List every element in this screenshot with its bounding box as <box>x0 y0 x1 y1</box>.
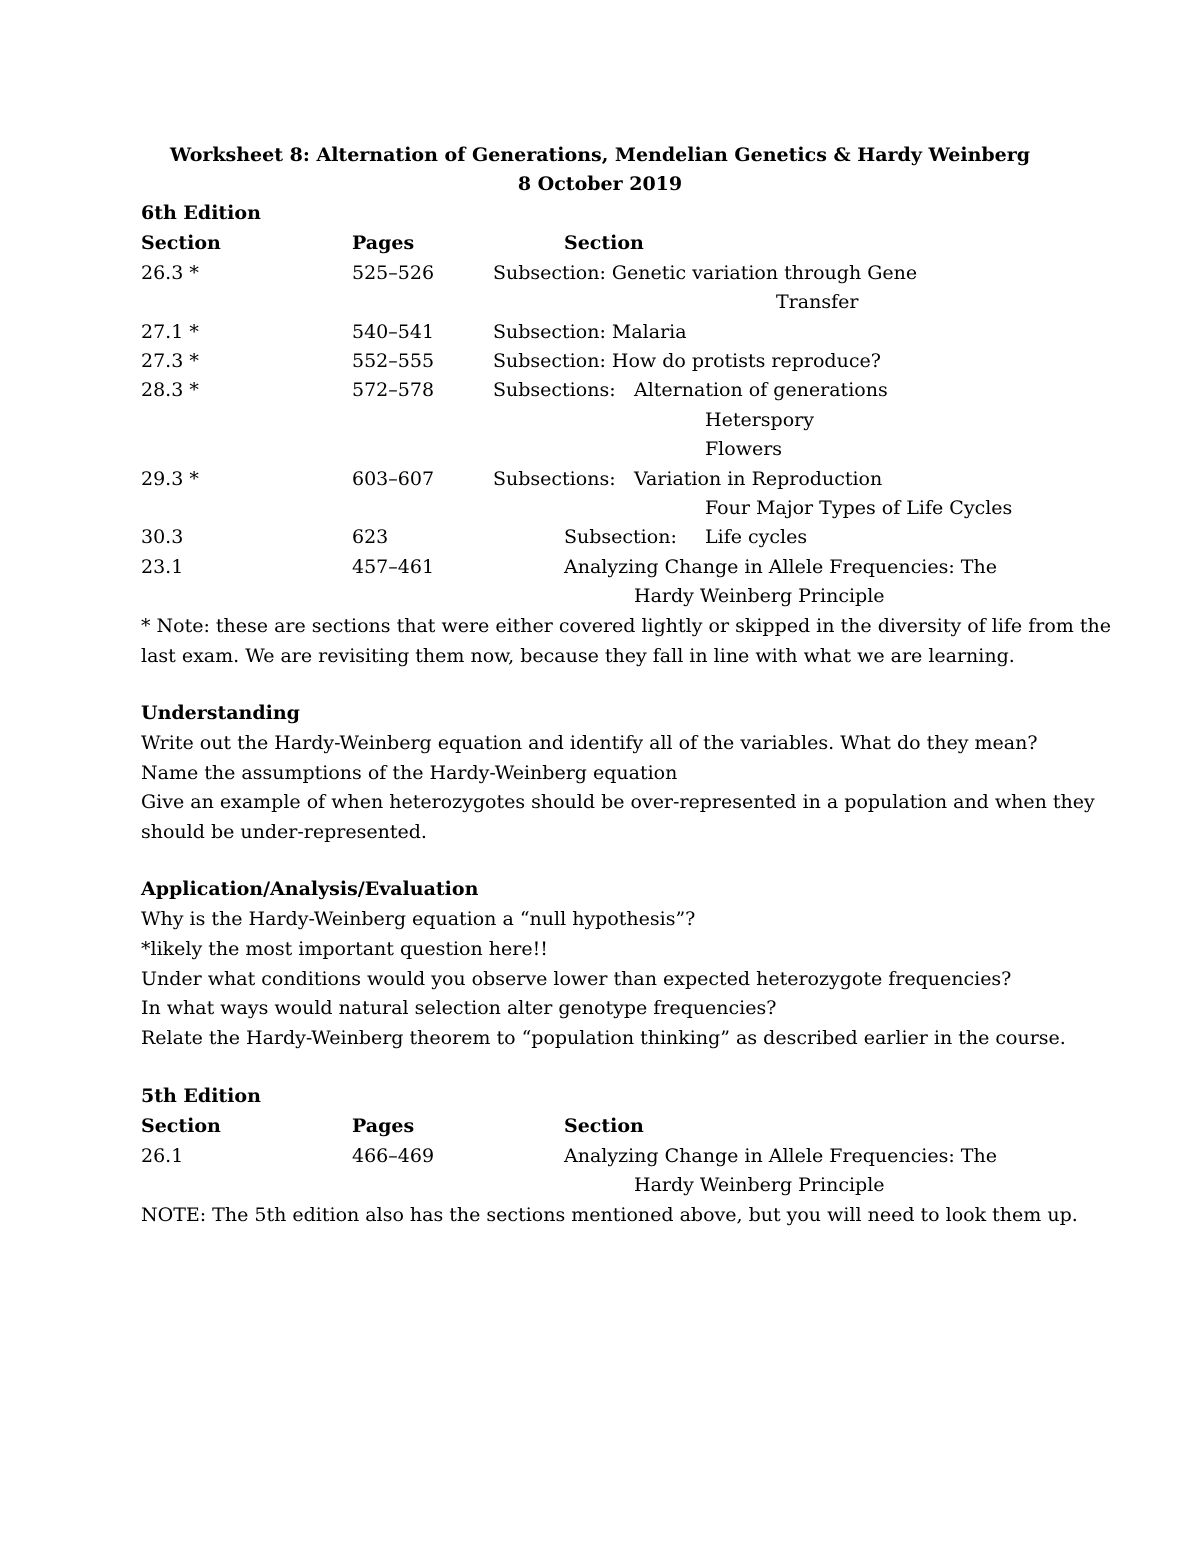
table-row-subsection: Analyzing Change in Allele Frequencies: The <box>564 1145 997 1167</box>
column-header-section-title: Section <box>564 1115 644 1137</box>
column-header-section: Section <box>141 1115 221 1137</box>
table-row-section: 26.1 <box>141 1145 184 1167</box>
table-row-pages: 457–461 <box>352 556 435 578</box>
table-row-section: 27.1 * <box>141 321 199 343</box>
application-question: Relate the Hardy-Weinberg theorem to “population thinking” as described earlier in the course. <box>141 1027 1066 1049</box>
application-question: In what ways would natural selection alter genotype frequencies? <box>141 997 777 1019</box>
table-row-section: 23.1 <box>141 556 184 578</box>
table-row-subsection-cont: Hardy Weinberg Principle <box>634 585 885 607</box>
table-row-pages: 552–555 <box>352 350 435 372</box>
table-row-section: 29.3 * <box>141 468 199 490</box>
page-title: Worksheet 8: Alternation of Generations, Mendelian Genetics & Hardy Weinberg <box>169 144 1031 166</box>
understanding-question: Write out the Hardy-Weinberg equation and identify all of the variables. What do they mean? <box>141 732 1038 754</box>
table-row-section: 27.3 * <box>141 350 199 372</box>
table-row-subsection: Subsection: Malaria <box>493 321 687 343</box>
understanding-question: Give an example of when heterozygotes should be over-represented in a population and when they <box>141 791 1095 813</box>
column-header-section: Section <box>141 232 221 254</box>
understanding-question: should be under-represented. <box>141 821 427 843</box>
column-header-pages: Pages <box>352 232 415 254</box>
table-row-subsection-label: Subsection: <box>564 526 677 548</box>
table-row-subsection-cont: Heterspory <box>705 409 814 431</box>
table-row-subsection-label: Subsections: <box>493 379 616 401</box>
table-row-subsection-label: Subsections: <box>493 468 616 490</box>
understanding-question: Name the assumptions of the Hardy-Weinberg equation <box>141 762 678 784</box>
table-row-pages: 572–578 <box>352 379 435 401</box>
table-row-subsection-cont: Hardy Weinberg Principle <box>634 1174 885 1196</box>
table-row-pages: 623 <box>352 526 389 548</box>
table-row-subsection: Variation in Reproduction <box>634 468 883 490</box>
column-header-section-title: Section <box>564 232 644 254</box>
table-row-pages: 525–526 <box>352 262 435 284</box>
page-date: 8 October 2019 <box>517 173 683 195</box>
table-row-pages: 540–541 <box>352 321 435 343</box>
table-row-subsection-cont: Transfer <box>776 291 859 313</box>
table-row-subsection: Alternation of generations <box>634 379 888 401</box>
table-row-section: 26.3 * <box>141 262 199 284</box>
table-row-pages: 466–469 <box>352 1145 435 1167</box>
fifth-edition-heading: 5th Edition <box>141 1085 261 1107</box>
application-question: Under what conditions would you observe lower than expected heterozygote frequencies? <box>141 968 1012 990</box>
table-row-section: 28.3 * <box>141 379 199 401</box>
table-row-subsection-cont: Flowers <box>705 438 783 460</box>
table-row-subsection: Subsection: Genetic variation through Gene <box>493 262 918 284</box>
table-row-subsection-cont: Four Major Types of Life Cycles <box>705 497 1013 519</box>
sixth-edition-note: * Note: these are sections that were either covered lightly or skipped in the diversity of life from the <box>141 615 1111 637</box>
application-question: *likely the most important question here!! <box>141 938 548 960</box>
table-row-subsection: Life cycles <box>705 526 808 548</box>
table-row-subsection: Analyzing Change in Allele Frequencies: The <box>564 556 997 578</box>
understanding-heading: Understanding <box>141 702 300 724</box>
sixth-edition-heading: 6th Edition <box>141 202 261 224</box>
column-header-pages: Pages <box>352 1115 415 1137</box>
application-heading: Application/Analysis/Evaluation <box>141 878 479 900</box>
table-row-pages: 603–607 <box>352 468 435 490</box>
fifth-edition-note: NOTE: The 5th edition also has the sections mentioned above, but you will need to look them up. <box>141 1204 1078 1226</box>
table-row-subsection: Subsection: How do protists reproduce? <box>493 350 881 372</box>
sixth-edition-note: last exam. We are revisiting them now, because they fall in line with what we are learning. <box>141 645 1015 667</box>
table-row-section: 30.3 <box>141 526 184 548</box>
application-question: Why is the Hardy-Weinberg equation a “null hypothesis”? <box>141 908 696 930</box>
